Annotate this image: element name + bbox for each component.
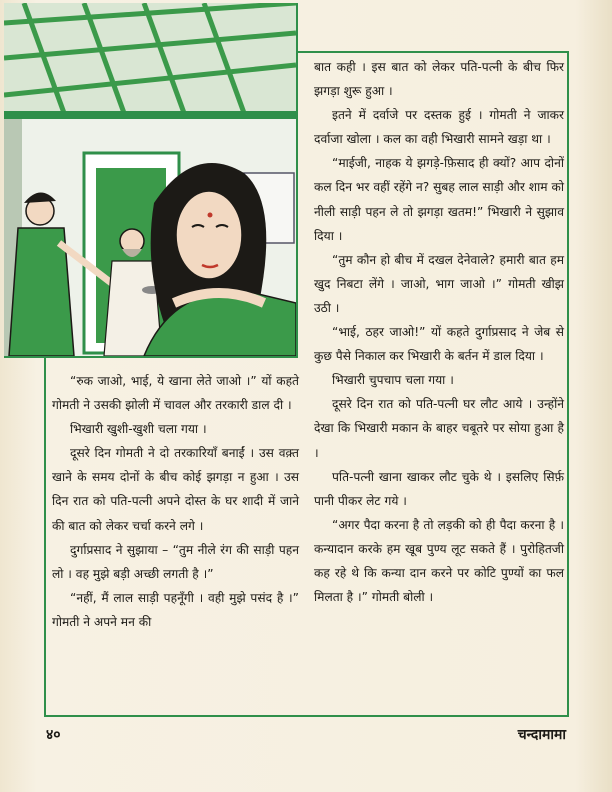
paragraph: “रुक जाओ, भाई, ये खाना लेते जाओ ।” यों कहते गोमती ने उसकी झोली में चावल और तरकारी डाल दी ।: [52, 374, 299, 413]
paragraph: भिखारी खुशी-खुशी चला गया ।: [70, 422, 207, 437]
paragraph: भिखारी चुपचाप चला गया ।: [332, 373, 454, 388]
paragraph: “अगर पैदा करना है तो लड़की को ही पैदा करना है । कन्यादान करके हम खूब पुण्य लूट सकते हैं । पुरोहितजी कह रहे थे कि कन्या दान करने पर कोटि पुण्यों का फल मिलता है ।” गोमती बोली ।: [314, 517, 564, 605]
story-illustration: [4, 3, 298, 358]
paragraph: बात कही । इस बात को लेकर पति-पत्नी के बीच फिर झगड़ा शुरू हुआ ।: [314, 60, 564, 99]
paragraph: दुर्गाप्रसाद ने सुझाया – “तुम नीले रंग की साड़ी पहन लो । वह मुझे बड़ी अच्छी लगती है ।”: [52, 542, 299, 581]
paragraph: दूसरे दिन गोमती ने दो तरकारियाँ बनाईं । उस वक़्त खाने के समय दोनों के बीच कोई झगड़ा न हुआ । उस दिन रात को पति-पत्नी अपने दोस्त के घर शादी में जाने की बात को लेकर चर्चा करने लगे ।: [52, 446, 299, 533]
paragraph: “नहीं, मैं लाल साड़ी पहनूँगी । वही मुझे पसंद है ।” गोमती ने अपने मन की: [52, 590, 299, 629]
magazine-name: चन्दामामा: [517, 727, 566, 743]
illustration-art: [4, 3, 296, 356]
paragraph: दूसरे दिन रात को पति-पत्नी घर लौट आये । उन्होंने देखा कि भिखारी मकान के बाहर चबूतरे पर सोया हुआ है ।: [314, 397, 564, 460]
right-text-column: [314, 55, 564, 609]
paragraph: इतने में दर्वाजे पर दस्तक हुई । गोमती ने जाकर दर्वाजा खोला । कल का वही भिखारी सामने खड़ा था ।: [314, 108, 564, 147]
page-number: ४०: [46, 727, 61, 743]
left-text-column: [52, 369, 299, 634]
paragraph: “माईजी, नाहक ये झगड़े-फ़िसाद ही क्यों? आप दोनों कल दिन भर वहीं रहेंगे न? सुबह लाल साड़ी और शाम को नीली साड़ी पहन ले तो झगड़ा खतम!” भिखारी ने सुझाव दिया ।: [314, 156, 564, 243]
paragraph: “तुम कौन हो बीच में दखल देनेवाले? हमारी बात हम खुद निबटा लेंगे । जाओ, भाग जाओ ।” गोमती खीझ उठी ।: [314, 252, 564, 315]
paragraph: पति-पत्नी खाना खाकर लौट चुके थे । इसलिए सिर्फ़ पानी पीकर लेट गये ।: [314, 469, 564, 508]
paragraph: “भाई, ठहर जाओ!” यों कहते दुर्गाप्रसाद ने जेब से कुछ पैसे निकाल कर भिखारी के बर्तन में डाल दिया ।: [314, 325, 564, 364]
